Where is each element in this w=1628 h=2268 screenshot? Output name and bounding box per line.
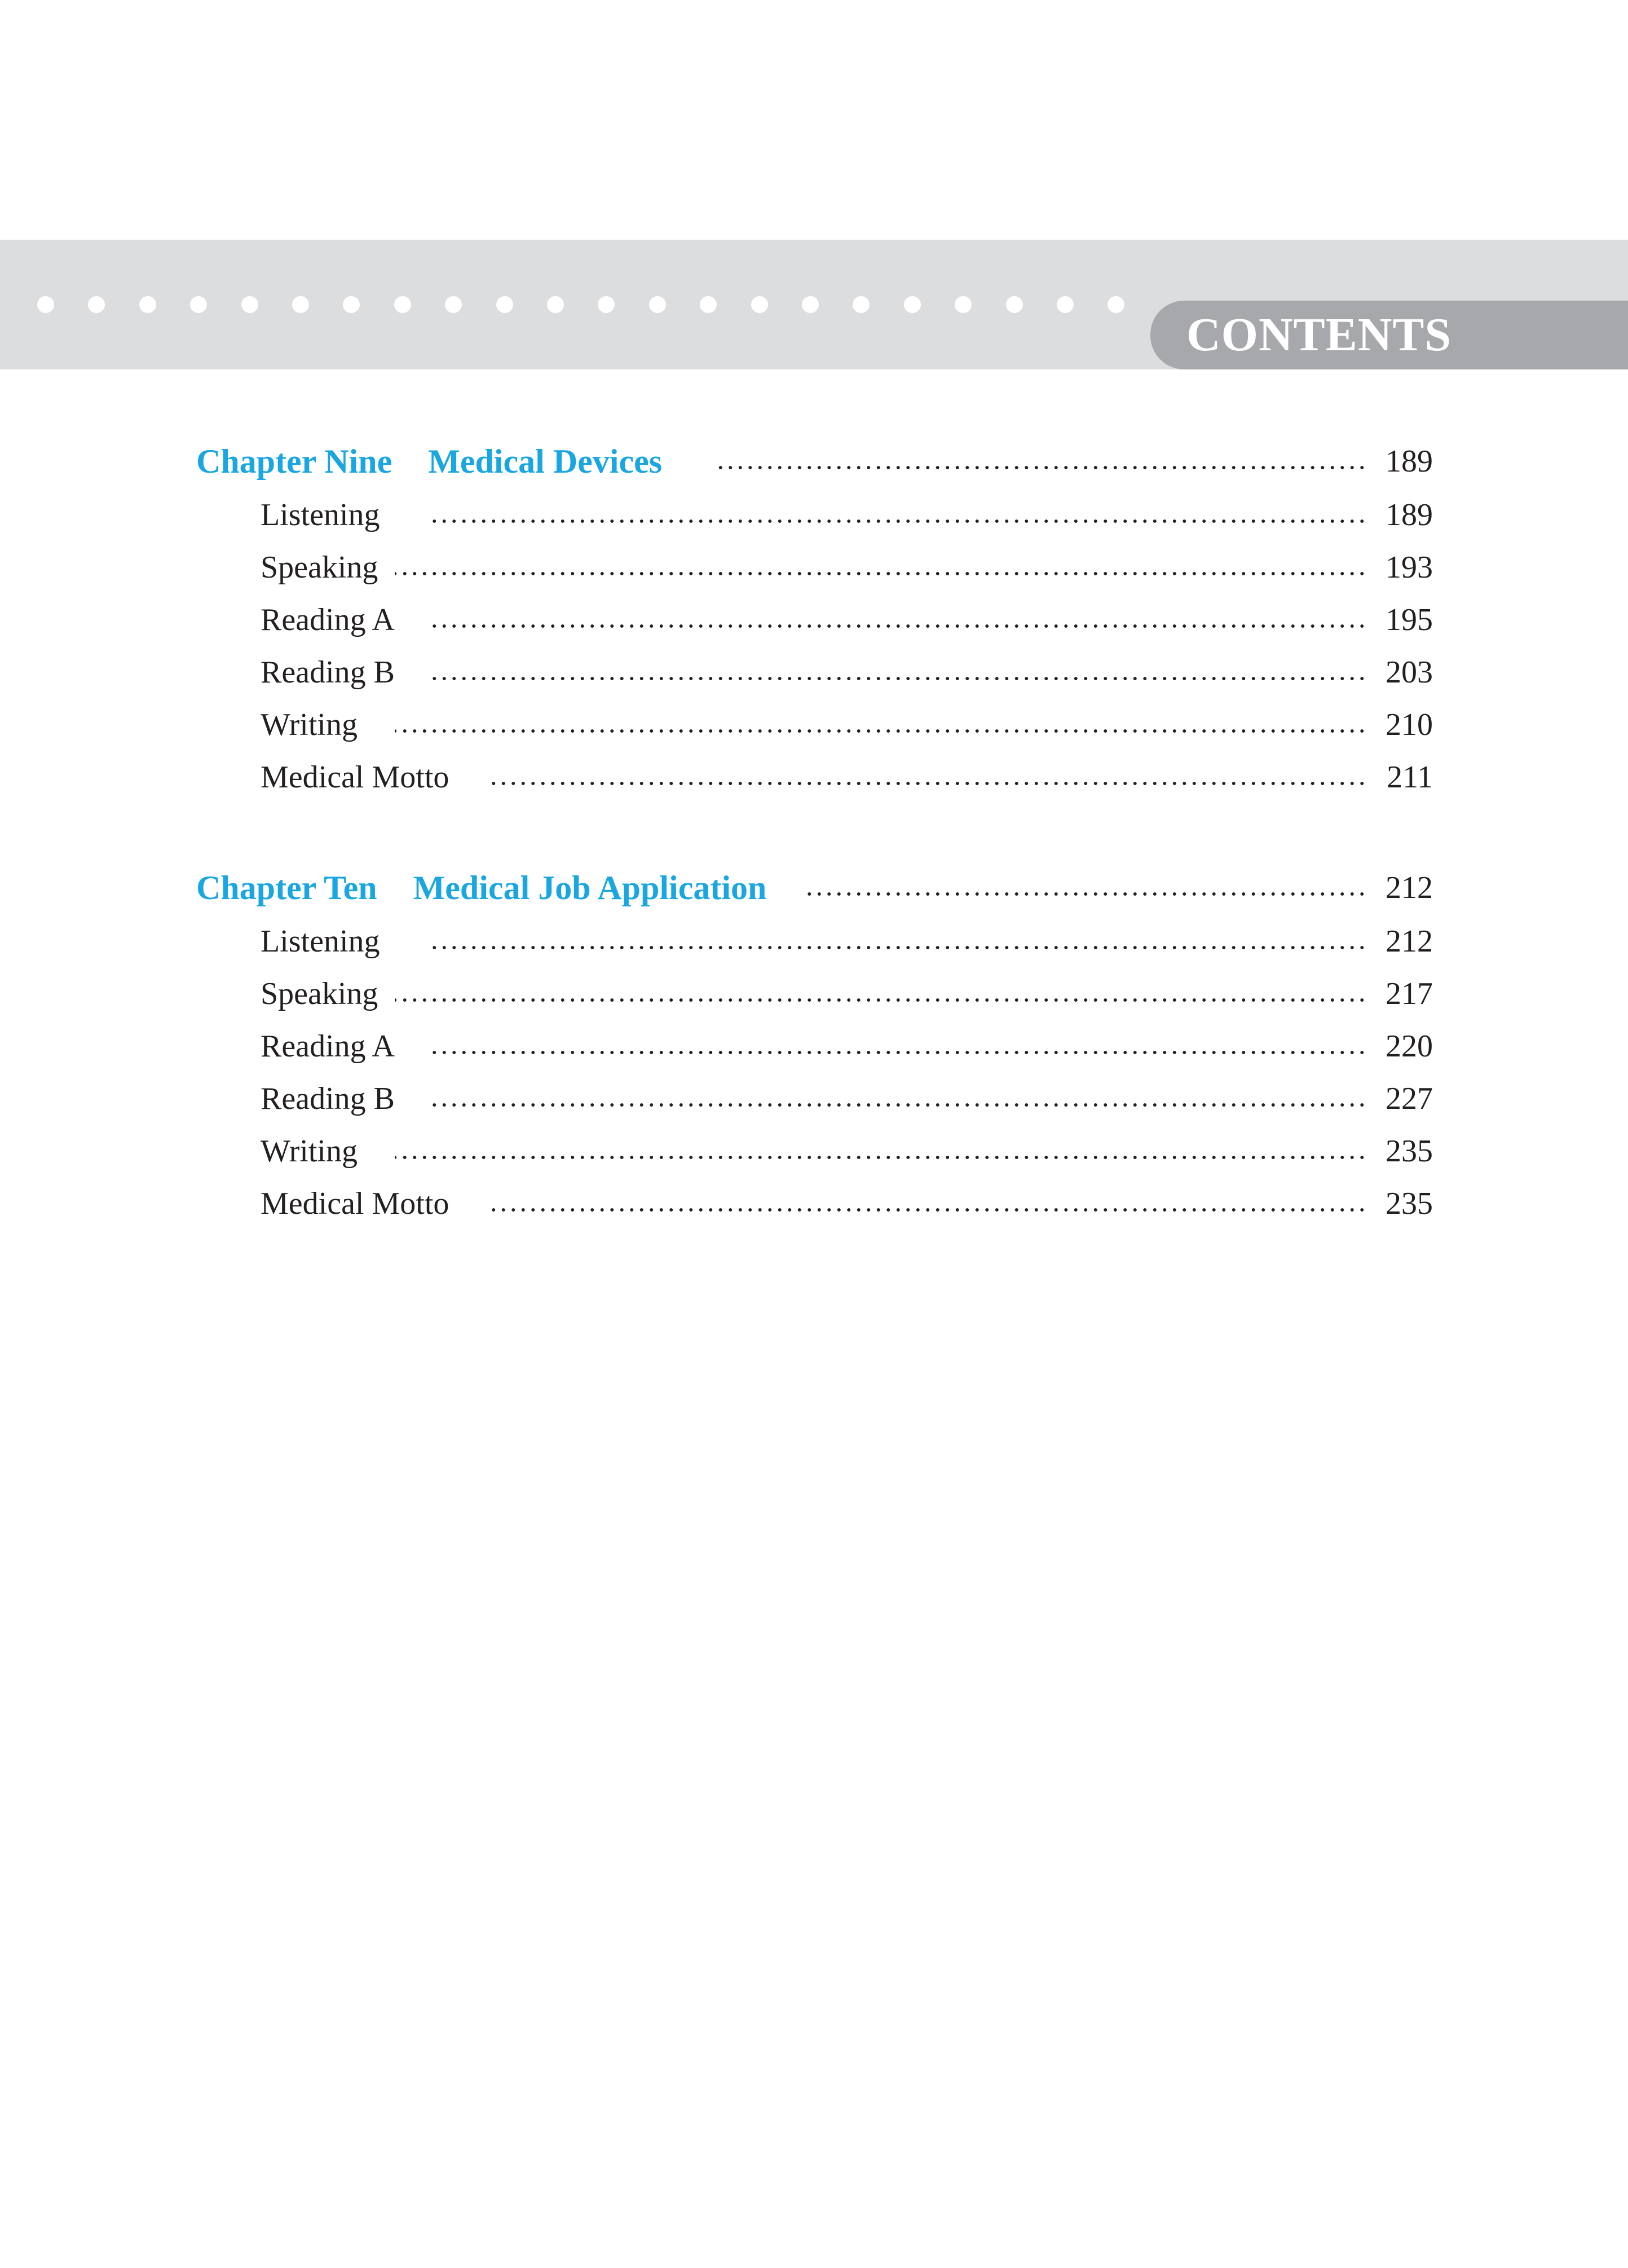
- toc-entry[interactable]: [0, 919, 1628, 964]
- section-label: Reading B: [261, 655, 395, 690]
- section-label: Reading A: [261, 1029, 395, 1064]
- chapter-heading: [196, 865, 766, 910]
- page-number: 189: [1386, 497, 1433, 532]
- page-number: 235: [1386, 1186, 1433, 1221]
- toc-entry[interactable]: [0, 597, 1628, 642]
- dot-leader: [804, 891, 1367, 897]
- toc-chapter-nine[interactable]: [0, 439, 1628, 484]
- dot-leader: [429, 945, 1367, 950]
- chapter-title: Medical Job Application: [413, 869, 767, 906]
- dot-leader: [427, 676, 1367, 681]
- dot-leader: [427, 1102, 1367, 1108]
- dot-leader: [491, 781, 1367, 786]
- page-number: 227: [1386, 1081, 1433, 1116]
- page-title: CONTENTS: [1186, 309, 1452, 361]
- section-label: Medical Motto: [261, 760, 449, 795]
- toc-chapter-ten[interactable]: [0, 865, 1628, 910]
- chapter-number: Chapter Ten: [196, 869, 377, 906]
- section-label: Listening: [261, 497, 380, 532]
- toc-entry[interactable]: [0, 1129, 1628, 1174]
- dot-leader: [491, 1207, 1367, 1213]
- section-label: Listening: [261, 924, 380, 959]
- chapter-title: Medical Devices: [428, 443, 663, 480]
- dot-leader: [395, 997, 1367, 1003]
- dot-leader: [427, 623, 1367, 629]
- section-label: Speaking: [261, 550, 378, 585]
- page-number: 220: [1386, 1029, 1433, 1064]
- page-number: 235: [1386, 1134, 1433, 1169]
- chapter-heading: [196, 439, 662, 484]
- dot-leader: [395, 571, 1367, 576]
- dot-leader: [429, 518, 1367, 524]
- toc-entry[interactable]: [0, 1181, 1628, 1226]
- toc-entry[interactable]: [0, 1024, 1628, 1069]
- toc-entry[interactable]: [0, 650, 1628, 695]
- dot-leader: [427, 1050, 1367, 1055]
- section-label: Speaking: [261, 976, 378, 1011]
- page-number: 193: [1386, 550, 1433, 585]
- section-label: Reading A: [261, 602, 395, 637]
- page-number: 195: [1386, 602, 1433, 637]
- section-label: Reading B: [261, 1081, 395, 1116]
- page-number: 189: [1386, 444, 1433, 479]
- page-number: 211: [1387, 760, 1433, 795]
- toc-entry[interactable]: [0, 545, 1628, 590]
- page-number: 217: [1386, 976, 1433, 1011]
- chapter-number: Chapter Nine: [196, 443, 392, 480]
- page-number: 212: [1386, 870, 1433, 905]
- dot-leader: [395, 728, 1367, 734]
- section-label: Writing: [261, 1134, 358, 1169]
- section-label: Medical Motto: [261, 1186, 449, 1221]
- dot-leader: [715, 465, 1367, 470]
- dot-leader: [395, 1155, 1367, 1160]
- toc-entry[interactable]: [0, 702, 1628, 747]
- page-number: 212: [1386, 924, 1433, 959]
- toc-entry[interactable]: [0, 755, 1628, 800]
- page-number: 203: [1386, 655, 1433, 690]
- toc-entry[interactable]: [0, 971, 1628, 1016]
- toc-entry[interactable]: [0, 1076, 1628, 1121]
- page-number: 210: [1386, 707, 1433, 742]
- section-label: Writing: [261, 707, 358, 742]
- toc-entry[interactable]: [0, 492, 1628, 538]
